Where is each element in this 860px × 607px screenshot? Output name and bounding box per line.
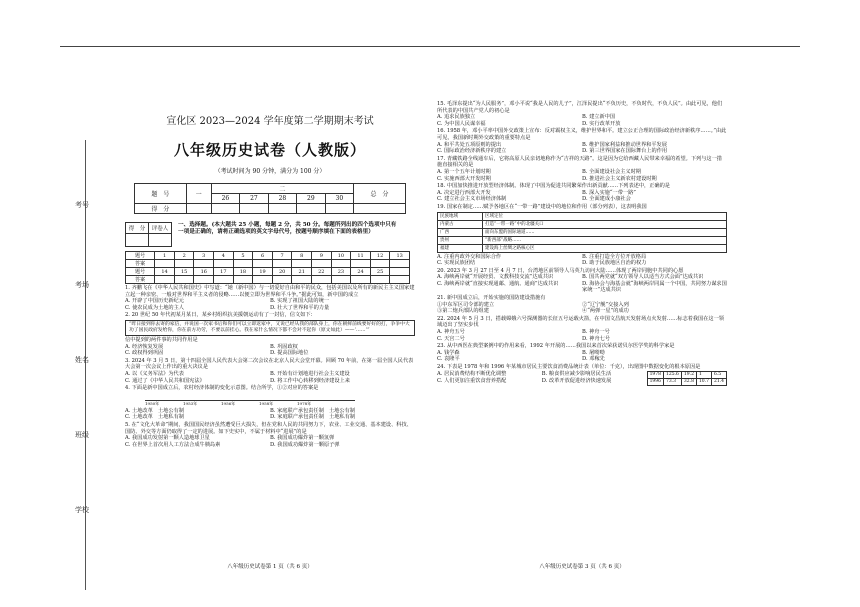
mini-cell: 32.8	[681, 378, 696, 385]
grader-box	[125, 222, 172, 247]
answer-cell	[292, 260, 312, 268]
margin-label-banji: 班级	[75, 431, 89, 439]
answer-cell: 4	[214, 252, 234, 260]
answer-cell: 16	[194, 268, 214, 276]
answer-cell: 12	[370, 252, 390, 260]
answer-cell	[253, 260, 273, 268]
option-A: A. 居民消费结构不断优化调整	[437, 370, 507, 377]
score-col-26: 26	[211, 194, 239, 204]
question-table	[437, 212, 727, 253]
question-text: 15. 毛泽东提出“为人民服务”，邓小平说“我是人民的儿子”，江泽民提出“不负历史，不负时代，不负人民”。由此可见，他们所代表的中国共产党人的初心是	[437, 101, 723, 114]
answer-grid	[125, 251, 410, 284]
options	[437, 169, 727, 182]
answer-cell	[155, 260, 175, 268]
question-text: 19. 国家在制定……赋予各地区在“一带一路”建设中的地位和作用（部分列表），这表明我国	[437, 203, 647, 210]
binding-margin	[55, 140, 125, 590]
consumption-table	[647, 371, 727, 386]
mini-cell: 10.7	[696, 378, 711, 385]
score-header-total: 总 分	[354, 184, 406, 204]
option-D: D. 我国成功爆炸第一颗原子弹	[270, 441, 340, 448]
option-B: B. 粮食供应减少影响居民生活	[541, 370, 612, 377]
footer-left: 八年级历史试卷第 1 页（共 6 页）	[227, 564, 313, 570]
option-D: D. 第三世界国家在国际舞台上的作用	[582, 148, 668, 155]
option-D: D. 推进社会主义新农村建设时期	[582, 175, 657, 182]
option-D: ④“两弹一星”的成功	[582, 308, 629, 315]
answer-cell	[194, 276, 214, 284]
answer-cell: 2	[174, 252, 194, 260]
margin-label-xingming: 姓名	[75, 356, 89, 364]
score-header-1: 一	[186, 184, 211, 204]
question-text: 4. 下面是新中国成立后，农村经济体制的变化示意图。结合所学，①②对应的答案是	[125, 385, 319, 392]
answer-cell	[214, 260, 234, 268]
option-A: A. 决定进行西部大开发	[437, 189, 491, 196]
top-rule	[60, 46, 800, 47]
question-quote: “昨日接到你去寄的家信，并说国一次家书后和你们可以立即返家中，又说已经从我的部队身上，你在朝鲜前线要好好的打，争争中大功了国民政府发给你，你在前方功劳，不要以前挂心。我在家什么情况下都不会对不起你（原文如此）——‘……’”	[125, 320, 415, 336]
table-cell: 打造“一带一路”中的北疆关口	[483, 220, 727, 228]
answer-cell	[155, 276, 175, 284]
table-cell: 建设海上丝绸之路核心区	[483, 244, 727, 252]
answer-cell	[272, 260, 292, 268]
table-cell: 区域定位	[483, 212, 727, 220]
option-B: B. 实现了祖国大陆的统一	[270, 298, 329, 305]
option-A: A. 开辟了中国历史新纪元	[125, 298, 184, 305]
mini-cell: 1978	[647, 371, 663, 378]
answer-cell	[194, 260, 214, 268]
mini-cell: 1	[696, 371, 711, 378]
table-cell: 民族地域	[438, 212, 483, 220]
option-D: D. 邓稼先	[582, 356, 605, 363]
option-B: B. 建立新中国	[582, 114, 616, 121]
question-text: 18. 中国加快推进开放型经济体制。体现了中国为促进共同繁荣作出新贡献……下列表述中，正确的是	[437, 183, 670, 190]
answer-cell	[253, 276, 273, 284]
option-D: D. 提高国际地位	[270, 350, 309, 357]
option-C: C. 土地改革 土地私有制	[125, 414, 184, 421]
option-A: A. 第一个五年计划时期	[437, 168, 491, 175]
option-B: B. 巩固政权	[270, 343, 298, 350]
page-3	[437, 100, 727, 570]
answer-cell: 24	[351, 268, 371, 276]
score-col-27: 27	[240, 194, 268, 204]
option-A: A. 注重内政外交和国际合作	[437, 253, 502, 260]
table-cell: 福建	[438, 244, 483, 252]
option-D: D. 壮大了世界和平的力量	[270, 304, 330, 311]
option-A: A. 神舟五号	[437, 329, 465, 336]
question-text: 22. 2024 年 5 月 3 日，搭载嫦娥六号探测器的长征五号运载火箭，在中国文昌航天发射场点火发射……标志着我国在这一领域迈出了坚实步伐	[437, 315, 724, 329]
options	[437, 329, 727, 342]
question-text: 20. 2023 年 3 月 27 日至 4 月 7 日，台湾地区前领导人马英九访问大陆……体现了两岸同胞中共同的心愿	[437, 267, 684, 274]
score-table	[134, 183, 406, 214]
margin-label-xuexiao: 学校	[75, 506, 89, 514]
option-C: C. 人们更加注重饮食营养搭配	[437, 378, 507, 385]
option-B: B. 家庭联产承包责任制 土地公有制	[270, 407, 355, 414]
answer-cell	[390, 268, 410, 276]
answer-cell	[233, 276, 253, 284]
answer-cell: 17	[214, 268, 234, 276]
answer-cell: 20	[272, 268, 292, 276]
answer-cell: 21	[292, 268, 312, 276]
answer-cell	[214, 276, 234, 284]
timeline-year: 1953年	[183, 400, 198, 406]
option-B: B. 注重打造全方位开放格局	[582, 253, 647, 260]
option-C: C. 建立社会主义市场经济体制	[437, 196, 507, 203]
answer-cell: 25	[370, 268, 390, 276]
options	[437, 350, 727, 363]
answer-cell	[292, 276, 312, 284]
answer-cell	[390, 276, 410, 284]
questions-left	[125, 285, 415, 448]
answer-cell	[312, 276, 332, 284]
school-title: 宣化区 2023—2024 学年度第二学期期末考试	[166, 116, 374, 127]
timeline-year: 1956年	[221, 400, 236, 406]
timeline-year: 1958年	[259, 400, 274, 406]
grader-name-label: 评卷人	[149, 223, 172, 234]
option-C: C. 海峡两岸就“直接实现通邮、通航、通商”达成共识	[437, 280, 559, 287]
option-A: A. 海峡两岸就“开展经贸、文教科技交流”达成共识	[437, 274, 554, 281]
score-header-2: 二	[211, 184, 353, 194]
option-A: ①中东军区司令部的建立	[437, 301, 495, 308]
option-B: B. 我国成功爆炸第一颗氢弹	[270, 435, 335, 442]
option-D: D. 助于民族地区自治的权力	[582, 260, 647, 267]
option-B: B. 屠呦呦	[582, 349, 605, 356]
answer-cell: 19	[253, 268, 273, 276]
options	[437, 114, 727, 127]
answer-cell: 23	[331, 268, 351, 276]
answer-cell: 10	[331, 252, 351, 260]
question-text: 17. 青藏铁路全线通车后，它将高原人民亲切地称作为“吉祥的天路”。这是因为它给西藏人民带来幸福的希望。下列与这一措施直接相关的是	[437, 155, 722, 169]
score-col-30: 30	[325, 194, 353, 204]
option-D: D. 海协会与海基会就“海峡两岸同属一个中国，共同努力谋求国家统一”达成共识	[582, 280, 727, 294]
timeline-year: 1950年	[145, 400, 160, 406]
option-B: B. 维护国家利益和推动世界和平发展	[582, 141, 667, 148]
options	[125, 344, 415, 357]
answer-cell: 题号	[126, 252, 155, 260]
options	[125, 298, 415, 311]
mini-cell: 6.5	[711, 371, 726, 378]
option-A: A. 我国成功发射第一颗人造地球卫星	[125, 435, 210, 442]
mini-cell: 125.6	[664, 371, 682, 378]
option-B: ②“辽宁舰”交接入列	[582, 301, 629, 308]
answer-cell: 14	[155, 268, 175, 276]
option-B: B. 神舟一号	[582, 329, 610, 336]
option-B: B. 全面建设社会主义时期	[582, 168, 641, 175]
table-cell: 广西	[438, 228, 483, 236]
answer-cell	[174, 260, 194, 268]
margin-label-kaohao: 考号	[75, 201, 89, 209]
answer-cell: 答案	[126, 276, 155, 284]
option-D: D. 家庭联产承包责任制 土地私有制	[270, 414, 356, 421]
option-B: B. 深入实施“一带一路”	[582, 189, 636, 196]
answer-cell	[390, 260, 410, 268]
option-D: D. 实行改革开放	[582, 120, 621, 127]
question-prompt: 信中提到的两件事的共同作用是	[125, 336, 198, 343]
footer-right: 八年级历史试卷第 3 页（共 6 页）	[539, 564, 625, 570]
mini-cell: 21.4	[711, 378, 726, 385]
question-text: 23. 从中西医在典型案例中的作用来看，1992 年开展的……我国以来首次荣获诺贝尔医学奖的科学家是	[437, 343, 675, 350]
mini-cell: 19.2	[681, 371, 696, 378]
option-C: C. 在世界上首次用人工方法合成牛胰岛素	[125, 441, 221, 448]
answer-cell	[312, 260, 332, 268]
option-A: A. 和平共处五项原则的提出	[437, 141, 502, 148]
margin-label-kaochang: 考场	[75, 281, 89, 289]
option-A: A. 钱学森	[437, 349, 460, 356]
question-text: 24. 下表是 1978 年和 1996 年某城市居民主要饮食消费品统计表（单位：千克），出现图中数据变化的根本原因是	[437, 364, 701, 370]
answer-cell: 6	[253, 252, 273, 260]
exam-title: 八年级历史试卷（人教版）	[173, 141, 366, 159]
options	[437, 302, 727, 315]
answer-cell: 答案	[126, 260, 155, 268]
answer-cell: 题号	[126, 268, 155, 276]
table-cell: 内蒙古	[438, 220, 483, 228]
option-D: D. 神舟七号	[582, 335, 611, 342]
answer-cell: 3	[194, 252, 214, 260]
option-A: A. 土地改革 土地公有制	[125, 407, 184, 414]
options	[437, 274, 727, 294]
options	[125, 435, 415, 448]
option-A: A. 以《义务军法》为代表	[125, 370, 184, 377]
answer-cell	[370, 260, 390, 268]
mini-cell: 73.3	[664, 378, 682, 385]
section1-header	[125, 222, 415, 247]
question-text: 16. 1958 年，邓小平率中国外交政策上宣布：反对霸权主义，维护世界和平。建立公正合理的国际政治经济新秩序……。”由此可见，我国新时期外交政策的重要特点是	[437, 128, 727, 141]
question-text: 5. 在“文化大革命”期间，我国国民经济虽然遭受巨大损失，但在党和人民的共同努力下，农业、工业交通、基本建设、科技、国防、外交等方面仍取得了一定的进展。如下史实中，不属于材料中“进展”的是	[125, 421, 412, 435]
option-C: ③第二炮兵部队的组建	[437, 308, 489, 315]
answer-cell: 8	[292, 252, 312, 260]
answer-cell	[331, 276, 351, 284]
answer-cell	[331, 260, 351, 268]
section1-instruction: 一、选择题。(本大题共 25 小题，每题 2 分，共 50 分。每题所列出的四个选项中只有一项是正确的，请将正确选项的英文字母代号，按题号顺序填在下面的表格里）	[178, 222, 397, 235]
answer-cell	[370, 276, 390, 284]
option-C: C. 天宫二号	[437, 335, 465, 342]
option-D: D. 将工作中心转移到经济建设上来	[270, 377, 350, 384]
answer-cell: 11	[351, 252, 371, 260]
score-header-tihao: 题 号	[135, 184, 187, 204]
options	[437, 142, 727, 155]
table-cell: “新西部”战略……	[483, 236, 727, 244]
option-C: C. 国际政治经济新秩序的建立	[437, 148, 507, 155]
question-text: 2. 20 世纪 50 年代初某月某日，某乡村组织抗美援朝运动有了一封信，信文如下：	[125, 312, 316, 319]
options	[125, 371, 415, 384]
option-C: C. 为中国人民谋幸福	[437, 120, 486, 127]
options	[437, 371, 647, 386]
answer-cell	[174, 276, 194, 284]
table-cell: 面向东盟的国际通道……	[483, 228, 727, 236]
answer-cell: 13	[390, 252, 410, 260]
page-1	[125, 100, 415, 570]
table-cell: 贵州	[438, 236, 483, 244]
option-C: C. 使农民成为土地的主人	[125, 304, 184, 311]
answer-cell: 9	[312, 252, 332, 260]
mini-cell: 1996	[647, 378, 663, 385]
answer-cell	[272, 276, 292, 284]
answer-cell	[351, 260, 371, 268]
grader-score-label: 得 分	[126, 223, 149, 234]
timeline-year: 1978年	[297, 400, 312, 406]
option-A: A. 经济恢复发展	[125, 343, 164, 350]
score-col-29: 29	[297, 194, 325, 204]
answer-cell	[351, 276, 371, 284]
option-D: D. 全面建成小康社会	[582, 196, 631, 203]
options	[125, 408, 415, 421]
answer-cell: 7	[272, 252, 292, 260]
option-B: B. 开始有计划地进行社会主义建设	[270, 370, 350, 377]
answer-cell	[233, 260, 253, 268]
answer-cell: 15	[174, 268, 194, 276]
questions-right	[437, 101, 727, 386]
option-C: C. 袁隆平	[437, 356, 460, 363]
question-text: 1. 齐鹏飞在《中华人民共和国史》中写道：“她（新中国）与一切爱好自由和平的民众，包括美国以及所有的新民主主义国家建立起一种亲密、一般对世界和平主义者的侵略……以便立即为世界和平斗争。”据此可知，新中国的成立	[125, 285, 415, 298]
question-text: 21. 新中国成立后，开始实施的国防建设措施有	[437, 295, 546, 302]
score-row-label: 得 分	[135, 204, 187, 214]
options	[437, 190, 727, 203]
question-text: 3. 2024 年 3 月 5 日，第十四届全国人民代表大会第二次会议在北京人民大会堂开幕。回顾 70 年前，在第一届全国人民代表大会第一次会议上作出的重大决议是	[125, 357, 414, 371]
option-C: C. 通过了《中华人民共和国宪法》	[125, 377, 205, 384]
answer-cell: 5	[233, 252, 253, 260]
option-B: B. 国共两党就“双方领导人以适当方式会面”达成共识	[582, 274, 704, 281]
option-A: A. 追求民族独立	[437, 114, 476, 121]
option-C: C. 实现民族团结	[437, 260, 476, 267]
option-C: C. 政权得到巩固	[125, 350, 164, 357]
answer-cell: 18	[233, 268, 253, 276]
timeline-diagram	[125, 394, 415, 406]
options	[437, 254, 727, 267]
timeline-axis	[145, 400, 355, 401]
exam-info: （考试时间为 90 分钟，满分为 100 分）	[214, 168, 326, 175]
answer-cell: 1	[155, 252, 175, 260]
option-C: C. 实施西部大开发时期	[437, 175, 491, 182]
score-col-28: 28	[268, 194, 296, 204]
option-D: D. 改革开放促进经济快速发展	[541, 378, 612, 385]
answer-cell: 22	[312, 268, 332, 276]
